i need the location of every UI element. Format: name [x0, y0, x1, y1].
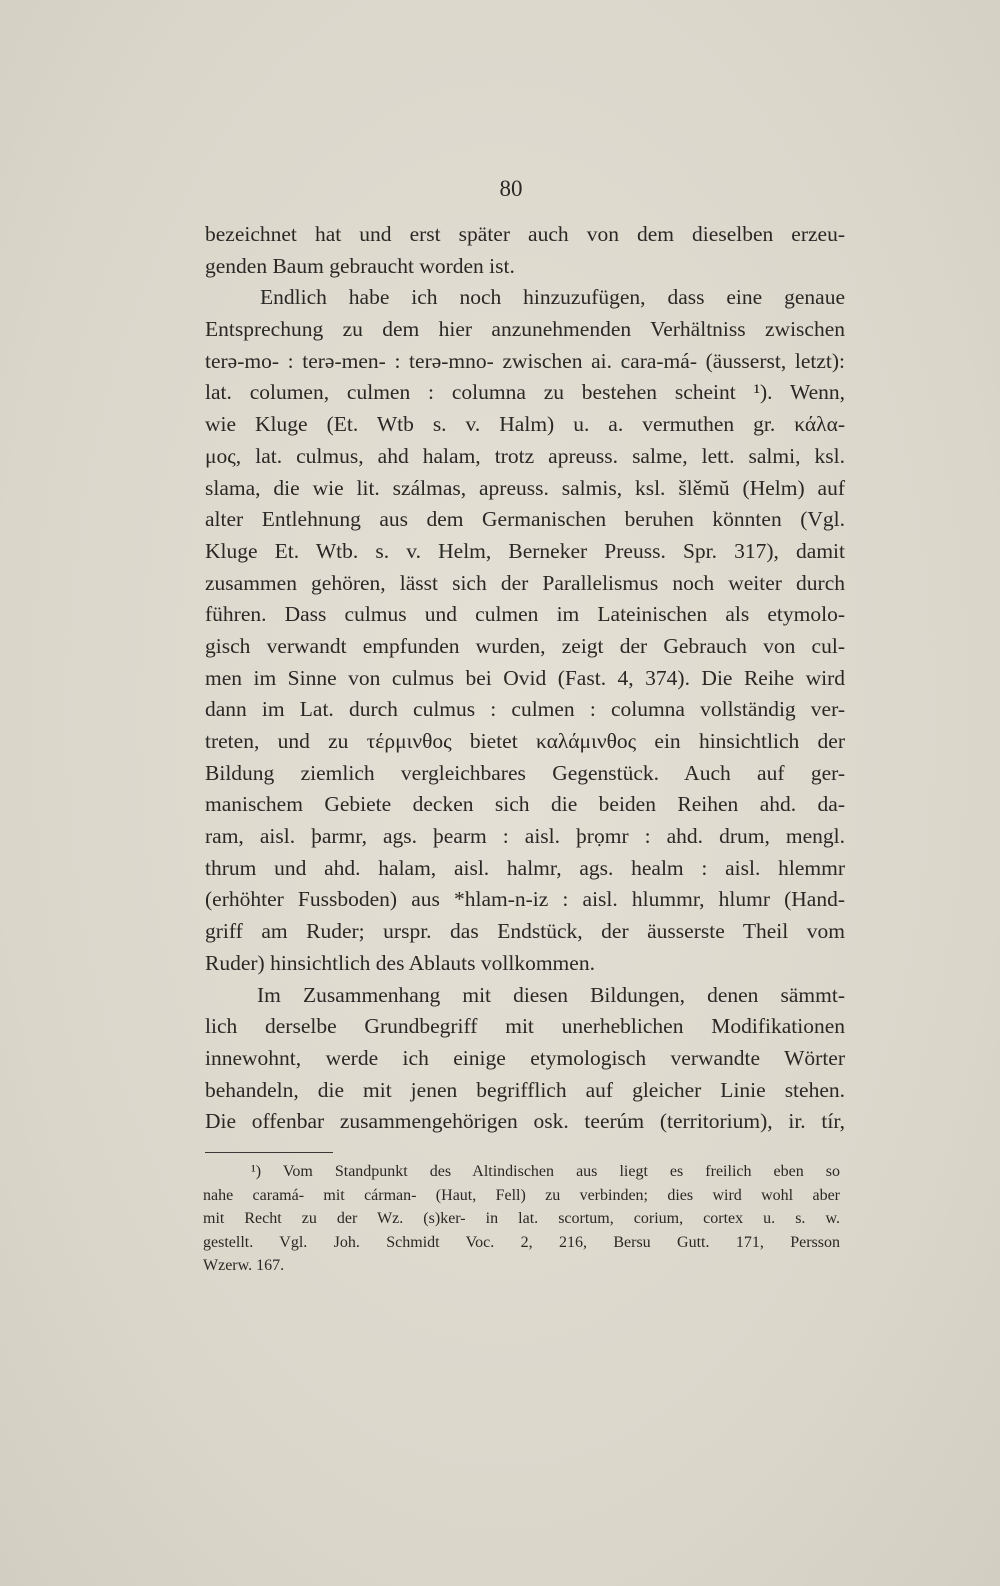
- text-line: slama, die wie lit. szálmas, apreuss. salmis, ksl. šlěmŭ (Helm) auf: [205, 475, 845, 500]
- text-line: führen. Dass culmus und culmen im Lateinischen als etymolo-: [205, 602, 845, 627]
- text-line: Die offenbar zusammengehörigen osk. teerúm (territorium), ir. tír,: [205, 1109, 845, 1134]
- footnote-line: Wzerw. 167.: [203, 1257, 285, 1274]
- text-line: men im Sinne von culmus bei Ovid (Fast. 4, 374). Die Reihe wird: [205, 665, 845, 690]
- text-line: lich derselbe Grundbegriff mit unerheblichen Modifikationen: [205, 1014, 845, 1039]
- text-line: dann im Lat. durch culmus : culmen : columna vollständig ver-: [205, 697, 845, 722]
- footnote-divider: [205, 1152, 333, 1153]
- footnote-line: nahe caramá- mit cárman- (Haut, Fell) zu verbinden; dies wird wohl aber: [203, 1186, 840, 1204]
- text-line: Entsprechung zu dem hier anzunehmenden Verhältniss zwischen: [205, 317, 845, 342]
- text-line: wie Kluge (Et. Wtb s. v. Halm) u. a. vermuthen gr. κάλα-: [205, 412, 845, 437]
- text-line: Ruder) hinsichtlich des Ablauts vollkommen.: [205, 950, 595, 975]
- text-line: genden Baum gebraucht worden ist.: [205, 253, 515, 278]
- text-line: Im Zusammenhang mit diesen Bildungen, denen sämmt-: [257, 982, 845, 1007]
- text-line: μος, lat. culmus, ahd halam, trotz apreuss. salme, lett. salmi, ksl.: [205, 443, 845, 468]
- text-line: manischem Gebiete decken sich die beiden Reihen ahd. da-: [205, 792, 845, 817]
- text-line: alter Entlehnung aus dem Germanischen beruhen könnten (Vgl.: [205, 507, 845, 532]
- text-line: bezeichnet hat und erst später auch von dem dieselben erzeu-: [205, 222, 845, 246]
- text-line: treten, und zu τέρμινθος bietet καλάμινθος ein hinsichtlich der: [205, 729, 845, 753]
- text-line: gisch verwandt empfunden wurden, zeigt der Gebrauch von cul-: [205, 633, 845, 658]
- footnote-line: ¹) Vom Standpunkt des Altindischen aus liegt es freilich eben so: [251, 1163, 840, 1180]
- text-line: zusammen gehören, lässt sich der Parallelismus noch weiter durch: [205, 570, 845, 595]
- text-line: thrum und ahd. halam, aisl. halmr, ags. healm : aisl. hlemmr: [205, 855, 845, 880]
- text-line: griff am Ruder; urspr. das Endstück, der äusserste Theil vom: [205, 919, 845, 944]
- footnotes: [203, 1160, 840, 1278]
- text-line: lat. columen, culmen : columna zu bestehen scheint ¹). Wenn,: [205, 380, 845, 405]
- text-line: innewohnt, werde ich einige etymologisch verwandte Wörter: [205, 1045, 845, 1070]
- page-number: 80: [499, 176, 523, 201]
- main-text: [205, 219, 845, 1138]
- footnote-line: mit Recht zu der Wz. (s)ker- in lat. scortum, corium, cortex u. s. w.: [203, 1210, 840, 1227]
- text-line: Bildung ziemlich vergleichbares Gegenstück. Auch auf ger-: [205, 760, 845, 785]
- text-line: terə-mo- : terə-men- : terə-mno- zwischen ai. cara-má- (äusserst, letzt):: [205, 348, 845, 373]
- text-line: ram, aisl. þarmr, ags. þearm : aisl. þrọmr : ahd. drum, mengl.: [205, 824, 845, 849]
- text-line: Endlich habe ich noch hinzuzufügen, dass eine genaue: [260, 285, 845, 310]
- text-line: (erhöhter Fussboden) aus *hlam-n-iz : aisl. hlummr, hlumr (Hand-: [205, 887, 845, 912]
- text-line: behandeln, die mit jenen begrifflich auf gleicher Linie stehen.: [205, 1077, 845, 1102]
- footnote-line: gestellt. Vgl. Joh. Schmidt Voc. 2, 216, Bersu Gutt. 171, Persson: [203, 1233, 840, 1251]
- text-line: Kluge Et. Wtb. s. v. Helm, Berneker Preuss. Spr. 317), damit: [205, 538, 845, 563]
